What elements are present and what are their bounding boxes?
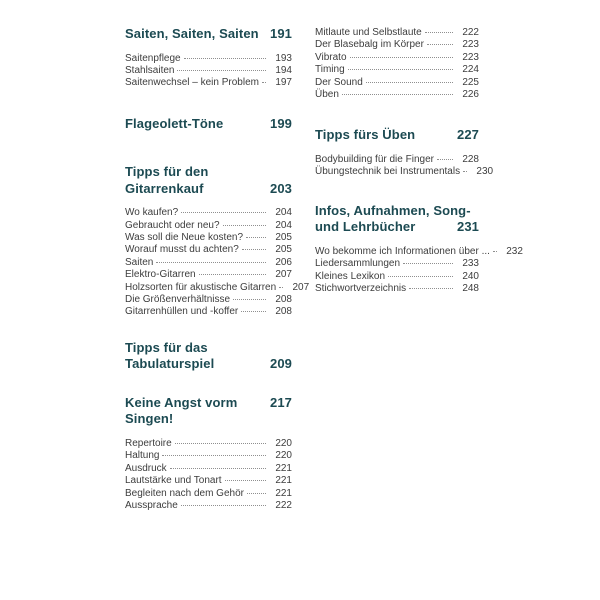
entry-page-number: 222	[462, 27, 479, 38]
dot-leader	[463, 171, 467, 172]
toc-entry	[315, 39, 479, 51]
entry-label: Ausdruck	[125, 462, 167, 474]
toc-section	[125, 26, 292, 90]
section-heading	[125, 340, 292, 373]
entry-page-number: 197	[275, 77, 292, 89]
entry-page-number: 208	[275, 306, 292, 318]
toc-entry	[315, 64, 479, 76]
toc-entry	[125, 232, 292, 244]
toc-entry	[315, 271, 479, 283]
entry-page-number: 221	[275, 462, 292, 474]
entry-page-number: 204	[275, 207, 292, 219]
entry-page-number: 223	[462, 39, 479, 51]
dot-leader	[279, 287, 283, 288]
toc-entry	[125, 463, 292, 475]
toc-entry	[315, 283, 479, 295]
toc-column-right	[315, 27, 523, 295]
section-heading-line	[315, 219, 479, 236]
entry-label: Bodybuilding für die Finger	[315, 153, 434, 165]
dot-leader	[242, 249, 266, 250]
section-heading	[315, 203, 479, 236]
toc-entry	[315, 166, 494, 178]
toc-column-left	[125, 26, 310, 512]
toc-section	[315, 127, 494, 178]
toc-entry	[125, 306, 292, 318]
entry-page-number: 223	[462, 51, 479, 63]
toc-section	[125, 340, 292, 373]
entry-label: Saitenwechsel – kein Problem	[125, 77, 259, 89]
entry-page-number: 248	[462, 282, 479, 294]
entry-page-number: 194	[275, 64, 292, 76]
toc-entry	[315, 89, 479, 101]
toc-entry	[125, 244, 292, 256]
entry-label: Saiten	[125, 256, 154, 268]
dot-leader	[388, 276, 453, 277]
entry-page-number: 226	[462, 89, 479, 101]
entry-label: Was soll die Neue kosten?	[125, 232, 244, 244]
toc-entry	[125, 438, 292, 450]
toc-section	[125, 395, 292, 512]
entry-page-number: 208	[275, 294, 292, 306]
section-page-number: 199	[270, 115, 292, 131]
dot-leader	[425, 32, 453, 33]
section-heading-line	[125, 356, 292, 373]
dot-leader	[177, 70, 266, 71]
dot-leader	[403, 263, 453, 264]
toc-entry	[125, 450, 292, 462]
dot-leader	[170, 468, 266, 469]
entry-label: Stichwortverzeichnis	[315, 282, 407, 294]
entry-page-number: 205	[275, 244, 292, 256]
section-entries	[125, 207, 310, 319]
section-heading-line	[315, 127, 479, 144]
section-title: Tipps für den	[125, 164, 209, 180]
dot-leader	[223, 225, 266, 226]
toc-entry	[125, 269, 292, 281]
section-page-number: 227	[457, 127, 479, 143]
section-heading	[125, 26, 292, 43]
entry-page-number: 207	[275, 269, 292, 281]
entry-page-number: 240	[462, 270, 479, 282]
toc-entry	[125, 257, 292, 269]
entry-page-number: 221	[275, 475, 292, 487]
entry-page-number: 224	[462, 64, 479, 76]
section-page-number: 209	[270, 356, 292, 372]
entry-label: Saitenpflege	[125, 52, 181, 64]
section-heading	[125, 116, 292, 133]
toc-entry	[315, 27, 479, 39]
toc-entry	[315, 77, 479, 89]
section-entries	[315, 153, 494, 179]
toc-section	[125, 164, 310, 319]
entry-label: Worauf musst du achten?	[125, 244, 239, 256]
entry-label: Aussprache	[125, 499, 178, 511]
section-page-number: 231	[457, 219, 479, 235]
section-title: Keine Angst vorm Singen!	[125, 394, 238, 427]
section-page-number: 217	[270, 394, 292, 410]
section-heading-line	[125, 181, 292, 198]
entry-label: Kleines Lexikon	[315, 270, 386, 282]
toc-entry	[125, 488, 292, 500]
entry-page-number: 230	[476, 166, 494, 178]
toc-section	[315, 27, 479, 101]
entry-label: Die Größenverhältnisse	[125, 294, 231, 306]
entry-page-number: 233	[462, 258, 479, 270]
entry-label: Gebraucht oder neu?	[125, 219, 220, 231]
entry-label: Liedersammlungen	[315, 258, 401, 270]
dot-leader	[262, 82, 266, 83]
dot-leader	[366, 82, 453, 83]
section-title: Flageolett-Töne	[125, 115, 224, 131]
dot-leader	[181, 505, 266, 506]
section-page-number: 203	[270, 180, 292, 196]
dot-leader	[162, 455, 266, 456]
section-title: Gitarrenkauf	[125, 180, 204, 196]
toc-section	[315, 202, 523, 296]
dot-leader	[184, 58, 266, 59]
toc-entry	[125, 475, 292, 487]
toc-entry	[315, 245, 523, 258]
entry-label: Der Blasebalg im Körper	[315, 39, 424, 51]
section-heading-line	[125, 395, 292, 428]
entry-label: Elektro-Gitarren	[125, 269, 196, 281]
section-heading-line	[125, 116, 292, 133]
dot-leader	[225, 480, 266, 481]
entry-label: Übungstechnik bei Instrumentals	[315, 166, 461, 178]
entry-page-number: 221	[275, 487, 292, 499]
toc-entry	[315, 258, 479, 270]
entry-page-number: 225	[462, 76, 479, 88]
toc-entry	[125, 220, 292, 232]
dot-leader	[348, 69, 453, 70]
section-heading-line	[125, 164, 292, 181]
dot-leader	[427, 44, 453, 45]
section-heading	[125, 395, 292, 428]
dot-leader	[342, 94, 453, 95]
toc-entry	[125, 281, 310, 294]
toc-entry	[125, 500, 292, 512]
toc-entry	[315, 52, 479, 64]
section-entries	[315, 27, 479, 101]
dot-leader	[156, 262, 266, 263]
section-entries	[315, 245, 523, 296]
entry-page-number: 207	[292, 281, 310, 293]
entry-label: Haltung	[125, 450, 160, 462]
dot-leader	[493, 251, 497, 252]
entry-label: Wo kaufen?	[125, 207, 179, 219]
toc-section	[125, 116, 292, 133]
dot-leader	[350, 57, 453, 58]
section-entries	[125, 53, 292, 90]
dot-leader	[437, 159, 453, 160]
toc-entry	[125, 77, 292, 89]
entry-label: Mitlaute und Selbstlaute	[315, 27, 422, 38]
entry-label: Repertoire	[125, 437, 172, 449]
section-title: Infos, Aufnahmen, Song-	[315, 202, 471, 218]
entry-page-number: 228	[462, 153, 479, 165]
dot-leader	[199, 274, 266, 275]
section-entries	[125, 438, 292, 512]
toc-entry	[125, 207, 292, 219]
toc-entry	[125, 65, 292, 77]
entry-label: Wo bekomme ich Informationen über ...	[315, 245, 490, 257]
toc-entry	[125, 53, 292, 65]
entry-label: Gitarrenhüllen und -koffer	[125, 306, 239, 318]
section-page-number: 191	[270, 26, 292, 41]
entry-page-number: 222	[275, 499, 292, 511]
section-title: Tipps für das	[125, 339, 208, 355]
entry-page-number: 204	[275, 219, 292, 231]
entry-page-number: 205	[275, 232, 292, 244]
section-heading-line	[125, 26, 292, 43]
entry-label: Vibrato	[315, 51, 347, 63]
section-title: und Lehrbücher	[315, 219, 416, 235]
dot-leader	[409, 288, 453, 289]
section-heading-line	[125, 340, 292, 357]
dot-leader	[233, 299, 266, 300]
section-heading-line	[315, 203, 479, 220]
entry-label: Stahlsaiten	[125, 64, 175, 76]
toc-entry	[315, 154, 479, 166]
entry-page-number: 220	[275, 437, 292, 449]
entry-page-number: 206	[275, 256, 292, 268]
dot-leader	[247, 493, 266, 494]
entry-label: Lautstärke und Tonart	[125, 475, 222, 487]
entry-label: Timing	[315, 64, 345, 76]
entry-label: Üben	[315, 89, 339, 101]
entry-label: Der Sound	[315, 76, 363, 88]
entry-label: Holzsorten für akustische Gitarren	[125, 281, 277, 293]
section-heading	[125, 164, 292, 197]
dot-leader	[181, 212, 266, 213]
section-title: Tabulaturspiel	[125, 356, 215, 372]
section-title: Saiten, Saiten, Saiten	[125, 26, 259, 41]
entry-page-number: 232	[506, 245, 523, 257]
entry-label: Begleiten nach dem Gehör	[125, 487, 244, 499]
dot-leader	[175, 443, 266, 444]
entry-page-number: 193	[275, 52, 292, 64]
dot-leader	[246, 237, 266, 238]
section-title: Tipps fürs Üben	[315, 127, 416, 143]
toc-entry	[125, 294, 292, 306]
entry-page-number: 220	[275, 450, 292, 462]
section-heading	[315, 127, 479, 144]
dot-leader	[241, 311, 266, 312]
